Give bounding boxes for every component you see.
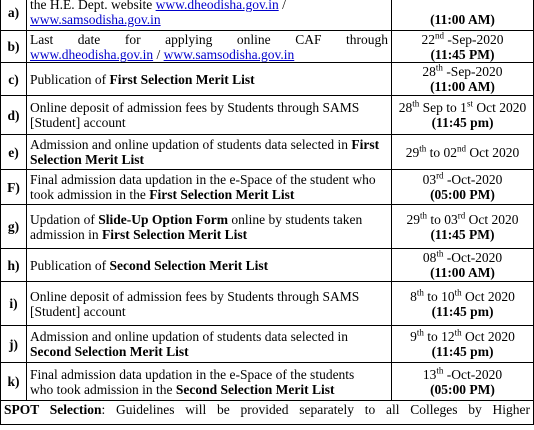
row-description: Admission and online updation of students data selected in First Selection Merit List [27,135,392,170]
row-time: (11:00 AM) [430,265,495,280]
row-time: (11:45 pm) [431,344,494,359]
table-row [1,363,534,401]
dheodisha-link[interactable]: www.dheodisha.gov.in [30,46,154,62]
row-date: 13th -Oct-2020 (05:00 PM) [392,363,534,401]
row-description: Last date for applying online CAF through www.dheodisha.gov.in / www.samsodisha.gov.in [27,31,392,63]
row-label: g) [1,205,27,249]
row-time: (05:00 PM) [430,381,495,397]
row-label: h) [1,249,27,282]
samsodisha-link[interactable]: www.samsodisha.gov.in [163,46,295,62]
row-description: Admission and online updation of students data selected in Second Selection Merit List [27,326,392,363]
table-row [1,205,534,249]
row-description: Final admission data updation in the e-Space of the student who took admission in the First Selection Merit List [27,170,392,205]
row-time: (11:45 PM) [430,46,495,62]
table-row [1,249,534,282]
row-time: (11:00 AM) [430,12,495,27]
row-description: Updation of Slide-Up Option Form online by students taken admission in First Selection Merit List [27,205,392,249]
row-date: 29th to 03rd Oct 2020 (11:45 PM) [392,205,534,249]
row-date: 08th -Oct-2020 (11:00 AM) [392,249,534,282]
row-date: 29th to 02nd Oct 2020 [392,135,534,170]
row-description: Publication of First Selection Merit List [27,63,392,96]
spot-selection-text: SPOT Selection: Guidelines will be provided separately to all Colleges by Higher [1,401,534,425]
row-label: i) [1,282,27,326]
row-time: (11:45 pm) [431,115,494,130]
row-date: 28th -Sep-2020 (11:00 AM) [392,63,534,96]
samsodisha-link[interactable]: www.samsodisha.gov.in [30,12,161,27]
row-date: 8th to 10th Oct 2020 (11:45 pm) [392,282,534,326]
row-date: 9th to 12th Oct 2020 (11:45 pm) [392,326,534,363]
row-label: e) [1,135,27,170]
row-description: Publication of Second Selection Merit List [27,249,392,282]
row-description: Online deposit of admission fees by Students through SAMS [Student] account [27,96,392,135]
row-label: a) [1,0,27,31]
row-date [392,0,534,31]
spot-selection-row [1,401,534,425]
row-label: d) [1,96,27,135]
row-date: 03rd -Oct-2020 (05:00 PM) [392,170,534,205]
table-row [1,326,534,363]
row-date: 28th Sep to 1st Oct 2020 (11:45 pm) [392,96,534,135]
row-description: Online deposit of admission fees by Students through SAMS [Student] account [27,282,392,326]
table-row [1,170,534,205]
row-label: c) [1,63,27,96]
dheodisha-link[interactable]: www.dheodisha.gov.in [155,0,279,12]
row-label: j) [1,326,27,363]
row-time: (11:00 AM) [430,79,495,94]
table-row [1,63,534,96]
row-description: the H.E. Dept. website www.dheodisha.gov.in / www.samsodisha.gov.in [27,0,392,31]
row-description: Final admission data updation in the e-Space of the students who took admission in the Second Selection Merit List [27,363,392,401]
row-label: k) [1,363,27,401]
table-row [1,31,534,63]
row-label: b) [1,31,27,63]
row-label: F) [1,170,27,205]
table-row [1,282,534,326]
table-row [1,0,534,31]
row-time: (11:45 PM) [430,226,495,242]
row-date: 22nd -Sep-2020 (11:45 PM) [392,31,534,63]
row-time: (11:45 pm) [431,303,494,319]
table-row [1,135,534,170]
table-row [1,96,534,135]
row-time: (05:00 PM) [430,187,495,202]
